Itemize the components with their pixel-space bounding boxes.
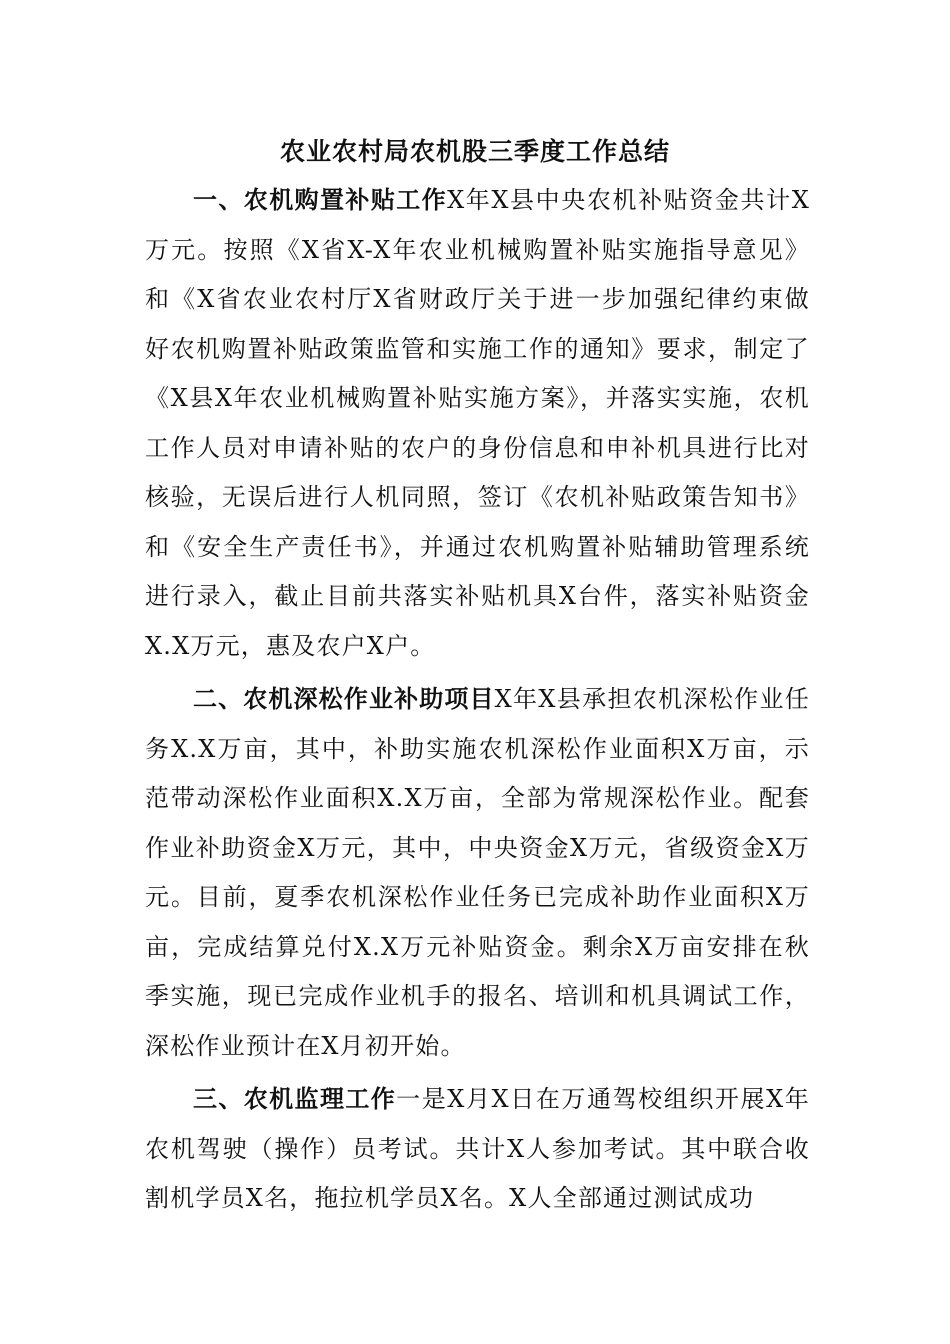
section-text-1: X年X县中央农机补贴资金共计X万元。按照《X省X-X年农业机械购置补贴实施指导意见》和《X省农业农村厅X省财政厅关于进一步加强纪律约束做好农机购置补贴政策监管和实施工作的通知》要求，制定了《X县X年农业机械购置补贴实施方案》，并落实实施，农机工作人员对申请补贴的农户的身份信息和申补机具进行比对核验，无误后进行人机同照，签订《农机补贴政策告知书》和《安全生产责任书》，并通过农机购置补贴辅助管理系统进行录入，截止目前共落实补贴机具X台件，落实补贴资金X.X万元，惠及农户X户。 bbox=[145, 186, 810, 660]
section-heading-2: 二、农机深松作业补助项目 bbox=[193, 685, 495, 713]
section-heading-1: 一、农机购置补贴工作 bbox=[193, 186, 448, 214]
document-title: 农业农村局农机股三季度工作总结 bbox=[279, 137, 670, 166]
section-paragraph-3 bbox=[145, 1075, 810, 1224]
section-text-3: 一是X月X日在万通驾校组织开展X年农机驾驶（操作）员考试。共计X人参加考试。其中联合收割机学员X名，拖拉机学员X名。X人全部通过测试成功 bbox=[145, 1085, 810, 1212]
document-body bbox=[145, 176, 810, 1224]
section-text-2: X年X县承担农机深松作业任务X.X万亩，其中，补助实施农机深松作业面积X万亩，示范带动深松作业面积X.X万亩，全部为常规深松作业。配套作业补助资金X万元，其中，中央资金X万元，省级资金X万元。目前，夏季农机深松作业任务已完成补助作业面积X万亩，完成结算兑付X.X万元补贴资金。剩余X万亩安排在秋季实施，现已完成作业机手的报名、培训和机具调试工作，深松作业预计在X月初开始。 bbox=[145, 685, 810, 1060]
section-heading-3: 三、农机监理工作 bbox=[193, 1085, 397, 1113]
section-paragraph-2 bbox=[145, 675, 810, 1071]
section-paragraph-1 bbox=[145, 176, 810, 671]
